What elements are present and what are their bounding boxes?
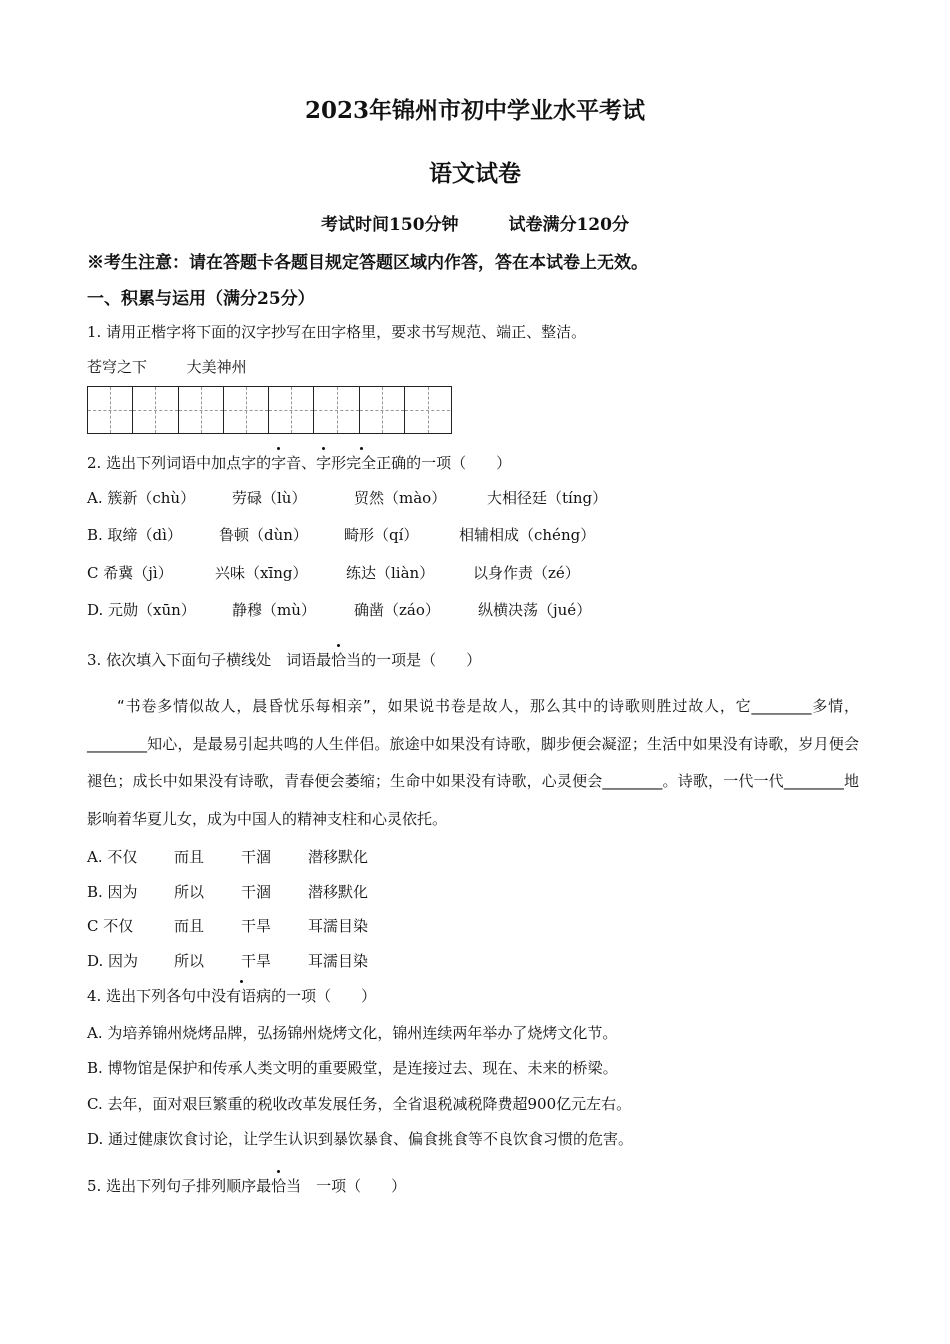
option-word: 干旱 [241,917,272,935]
grid-cell[interactable] [269,387,314,433]
option-word: D. 元勋（xūn） [87,601,196,619]
grid-cell[interactable] [179,387,224,433]
question-2-option-d[interactable] [87,599,591,620]
stem-part: 音、 [286,454,317,472]
copy-text-b: 大美神州 [186,358,247,376]
dotted-text: 字 [316,454,332,472]
question-1-text [87,356,247,377]
option-word: 确凿（záo） [354,601,440,619]
option-word: 而且 [174,917,205,935]
option-word: 所以 [174,883,205,901]
option-word: 贸然（mào） [354,489,447,507]
question-4-option-d[interactable]: D. 通过健康饮食讨论，让学生认识到暴饮暴食、偏食挑食等不良饮食习惯的危害。 [87,1130,634,1148]
exam-notice: ※考生注意：请在答题卡各题目规定答题区域内作答，答在本试卷上无效。 [87,253,648,273]
question-4-option-a[interactable]: A. 为培养锦州烧烤品牌，弘扬锦州烧烤文化，锦州连续两年举办了烧烤文化节。 [87,1024,618,1042]
stem-part: 的一项是（ ） [361,651,482,669]
option-word: D. 因为 [87,952,139,970]
option-word: 耳濡目染 [308,952,369,970]
dotted-text: 字 [271,454,287,472]
grid-cell[interactable] [133,387,178,433]
question-2-option-b[interactable] [87,524,595,545]
grid-cell[interactable] [360,387,405,433]
option-word: 所以 [174,952,205,970]
option-word: B. 因为 [87,883,138,901]
option-word: 耳濡目染 [308,917,369,935]
grid-cell[interactable] [405,387,450,433]
question-3-option-d[interactable] [87,950,368,971]
exam-time: 考试时间150分钟 [321,215,459,235]
option-word: B. 取缔（dì） [87,526,182,544]
option-word: C 不仅 [87,917,134,935]
stem-part: 一项（ ） [301,1177,407,1195]
option-word: 劳碌（lù） [232,489,307,507]
option-word: 潜移默化 [308,848,369,866]
stem-part: 4. 选出下列各句中 [87,987,212,1005]
stem-part: 3. 依次填入下面句子横线处 词语 [87,651,317,669]
option-word: 纵横决荡（jué） [478,601,592,619]
question-3-stem [87,649,481,670]
dotted-text: 最恰当 [316,651,362,669]
dotted-text: 最恰当 [256,1177,302,1195]
question-3-option-c[interactable] [87,915,368,936]
question-2-option-c[interactable] [87,562,580,583]
question-4-option-c[interactable]: C. 去年，面对艰巨繁重的税收改革发展任务，全省退税减税降费超900亿元左右。 [87,1095,632,1113]
option-word: 练达（liàn） [346,564,435,582]
stem-part: 5. 选出下列句子排列顺序 [87,1177,257,1195]
option-word: 潜移默化 [308,883,369,901]
question-3-option-b[interactable] [87,881,368,902]
option-word: 畸形（qí） [344,526,419,544]
stem-part: 形 [331,454,347,472]
question-2-option-a[interactable] [87,487,607,508]
option-word: 静穆（mù） [232,601,316,619]
dotted-text: 没有语病 [211,987,272,1005]
option-word: 相辅相成（chéng） [459,526,596,544]
question-5-stem [87,1175,406,1196]
exam-subtitle: 语文试卷 [429,160,521,187]
grid-cell[interactable] [224,387,269,433]
option-word: A. 簇新（chù） [87,489,196,507]
exam-score: 试卷满分120分 [508,215,629,235]
grid-cell[interactable] [88,387,133,433]
option-word: 而且 [174,848,205,866]
grid-cell[interactable] [314,387,359,433]
option-word: A. 不仅 [87,848,138,866]
option-word: 干涸 [241,883,272,901]
question-4-option-b[interactable]: B. 博物馆是保护和传承人类文明的重要殿堂，是连接过去、现在、未来的桥梁。 [87,1059,618,1077]
exam-info [0,210,950,235]
option-word: 以身作责（zé） [473,564,580,582]
dotted-text: 完全 [346,454,377,472]
option-word: 大相径廷（tíng） [487,489,608,507]
question-4-stem [87,985,376,1006]
option-word: C 希冀（jì） [87,564,173,582]
question-3-option-a[interactable] [87,846,368,867]
question-3-passage: “书卷多情似故人，晨昏忧乐每相亲”，如果说书卷是故人，那么其中的诗歌则胜过故人，它________多情，________知心，是最易引起共鸣的人生伴侣。旅途中如果没有诗歌，脚步便会凝涩；生活中如果没有诗歌，岁月便会褪色；成长中如果没有诗歌，青春便会萎缩；生命中如果没有诗歌，心灵便会________。诗歌，一代一代________地影响着华夏儿女，成为中国人的精神支柱和心灵依托。 [87,697,859,828]
tianzige-grid[interactable] [87,386,452,434]
stem-part: 正确的一项（ ） [376,454,512,472]
exam-title: 2023年锦州市初中学业水平考试 [304,97,645,124]
question-1-stem: 1. 请用正楷字将下面的汉字抄写在田字格里，要求书写规范、端正、整洁。 [87,323,587,341]
option-word: 干旱 [241,952,272,970]
option-word: 干涸 [241,848,272,866]
copy-text-a: 苍穹之下 [87,358,148,376]
stem-part: 的一项（ ） [271,987,377,1005]
question-2-stem [87,452,511,473]
stem-part: 2. 选出下列词语中加点字的 [87,454,272,472]
option-word: 鲁顿（dùn） [219,526,308,544]
section-title: 一、积累与运用（满分25分） [87,289,315,309]
option-word: 兴味（xīng） [215,564,308,582]
